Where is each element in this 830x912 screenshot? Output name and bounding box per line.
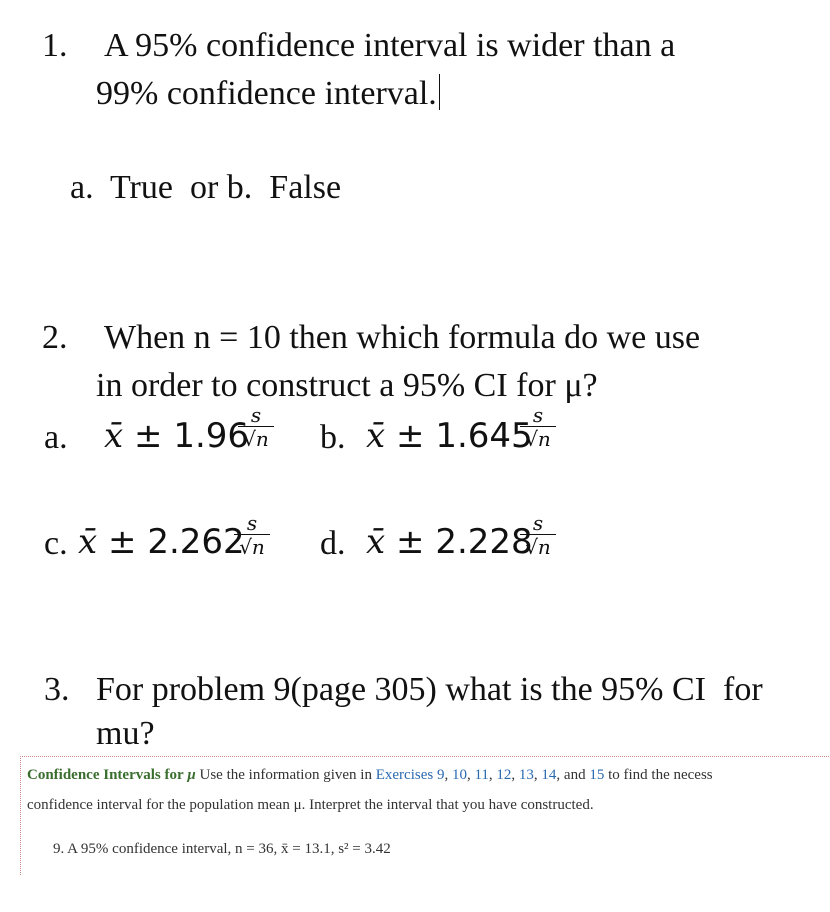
excerpt-line2: confidence interval for the population mean μ. Interpret the interval that you have constructed. bbox=[27, 797, 594, 813]
q3-text-line1: For problem 9(page 305) what is the 95% CI for bbox=[96, 671, 763, 708]
q2-text-line1: When n = 10 then which formula do we use bbox=[104, 319, 701, 356]
mu-symbol: μ bbox=[187, 767, 196, 783]
text-cursor bbox=[439, 74, 441, 110]
q1-number: 1. bbox=[42, 27, 68, 64]
exercise-link-9[interactable]: 9 bbox=[436, 767, 445, 783]
coefficient: 1.96 bbox=[173, 416, 250, 456]
xbar-symbol: x̄ bbox=[104, 416, 124, 456]
exercise-link-11[interactable]: 11 bbox=[474, 767, 489, 783]
plus-minus-symbol: ± bbox=[134, 416, 163, 456]
and-word: , and bbox=[556, 767, 586, 783]
exercise-link-12[interactable]: 12 bbox=[496, 767, 512, 783]
q2-option-d-fraction bbox=[518, 512, 558, 559]
denominator: √n bbox=[243, 427, 269, 451]
q1-line2-text: 99% confidence interval. bbox=[96, 75, 437, 112]
q1-options: a. True or b. False bbox=[70, 169, 342, 206]
excerpt-problem-9: 9. A 95% confidence interval, n = 36, x̄ = 13.1, s² = 3.42 bbox=[53, 841, 391, 857]
exercises-link[interactable]: Exercises bbox=[375, 767, 434, 783]
q3-text-line2: mu? bbox=[96, 715, 155, 752]
excerpt-intro: Use the information given in bbox=[199, 767, 372, 783]
exercise-link-13[interactable]: 13 bbox=[518, 767, 534, 783]
q1-text-line1: A 95% confidence interval is wider than a bbox=[104, 27, 676, 64]
coefficient: 2.262 bbox=[147, 522, 245, 562]
numerator: s bbox=[532, 511, 544, 535]
textbook-excerpt bbox=[20, 756, 830, 875]
plus-minus-symbol: ± bbox=[396, 416, 425, 456]
xbar-symbol: x̄ bbox=[366, 416, 386, 456]
coefficient: 1.645 bbox=[435, 416, 533, 456]
coefficient: 2.228 bbox=[435, 522, 533, 562]
denominator: √n bbox=[525, 427, 551, 451]
q2-text-line2: in order to construct a 95% CI for μ? bbox=[96, 367, 598, 404]
denominator: √n bbox=[239, 535, 265, 559]
denominator: √n bbox=[525, 535, 551, 559]
plus-minus-symbol: ± bbox=[396, 522, 425, 562]
excerpt-rest: to find the necess bbox=[608, 767, 713, 783]
q2-number: 2. bbox=[42, 319, 68, 356]
q2-option-c-label: c. bbox=[44, 525, 68, 562]
q1-text-line2[interactable] bbox=[96, 74, 440, 114]
q2-option-a-formula bbox=[104, 416, 249, 456]
q2-option-d-formula bbox=[366, 522, 533, 562]
xbar-symbol: x̄ bbox=[78, 522, 98, 562]
exercise-link-10[interactable]: 10 bbox=[451, 767, 467, 783]
q2-option-b-label: b. bbox=[320, 419, 346, 456]
plus-minus-symbol: ± bbox=[108, 522, 137, 562]
numerator: s bbox=[250, 403, 262, 427]
exercise-link-15[interactable]: 15 bbox=[589, 767, 605, 783]
excerpt-heading: Confidence Intervals for bbox=[27, 767, 184, 783]
numerator: s bbox=[532, 403, 544, 427]
q2-option-a-fraction bbox=[236, 404, 276, 451]
q2-option-c-fraction bbox=[232, 512, 272, 559]
q3-number: 3. bbox=[44, 671, 70, 708]
exercise-link-14[interactable]: 14 bbox=[541, 767, 557, 783]
excerpt-line1: Confidence Intervals for μ Use the information given in Exercises 9, 10, 11, 12, 13, 14, and 15 to find the necess bbox=[27, 767, 713, 783]
q2-option-c-formula bbox=[78, 522, 245, 562]
q2-option-d-label: d. bbox=[320, 525, 346, 562]
numerator: s bbox=[246, 511, 258, 535]
xbar-symbol: x̄ bbox=[366, 522, 386, 562]
q2-option-b-fraction bbox=[518, 404, 558, 451]
q2-option-a-label: a. bbox=[44, 419, 68, 456]
q2-option-b-formula bbox=[366, 416, 533, 456]
